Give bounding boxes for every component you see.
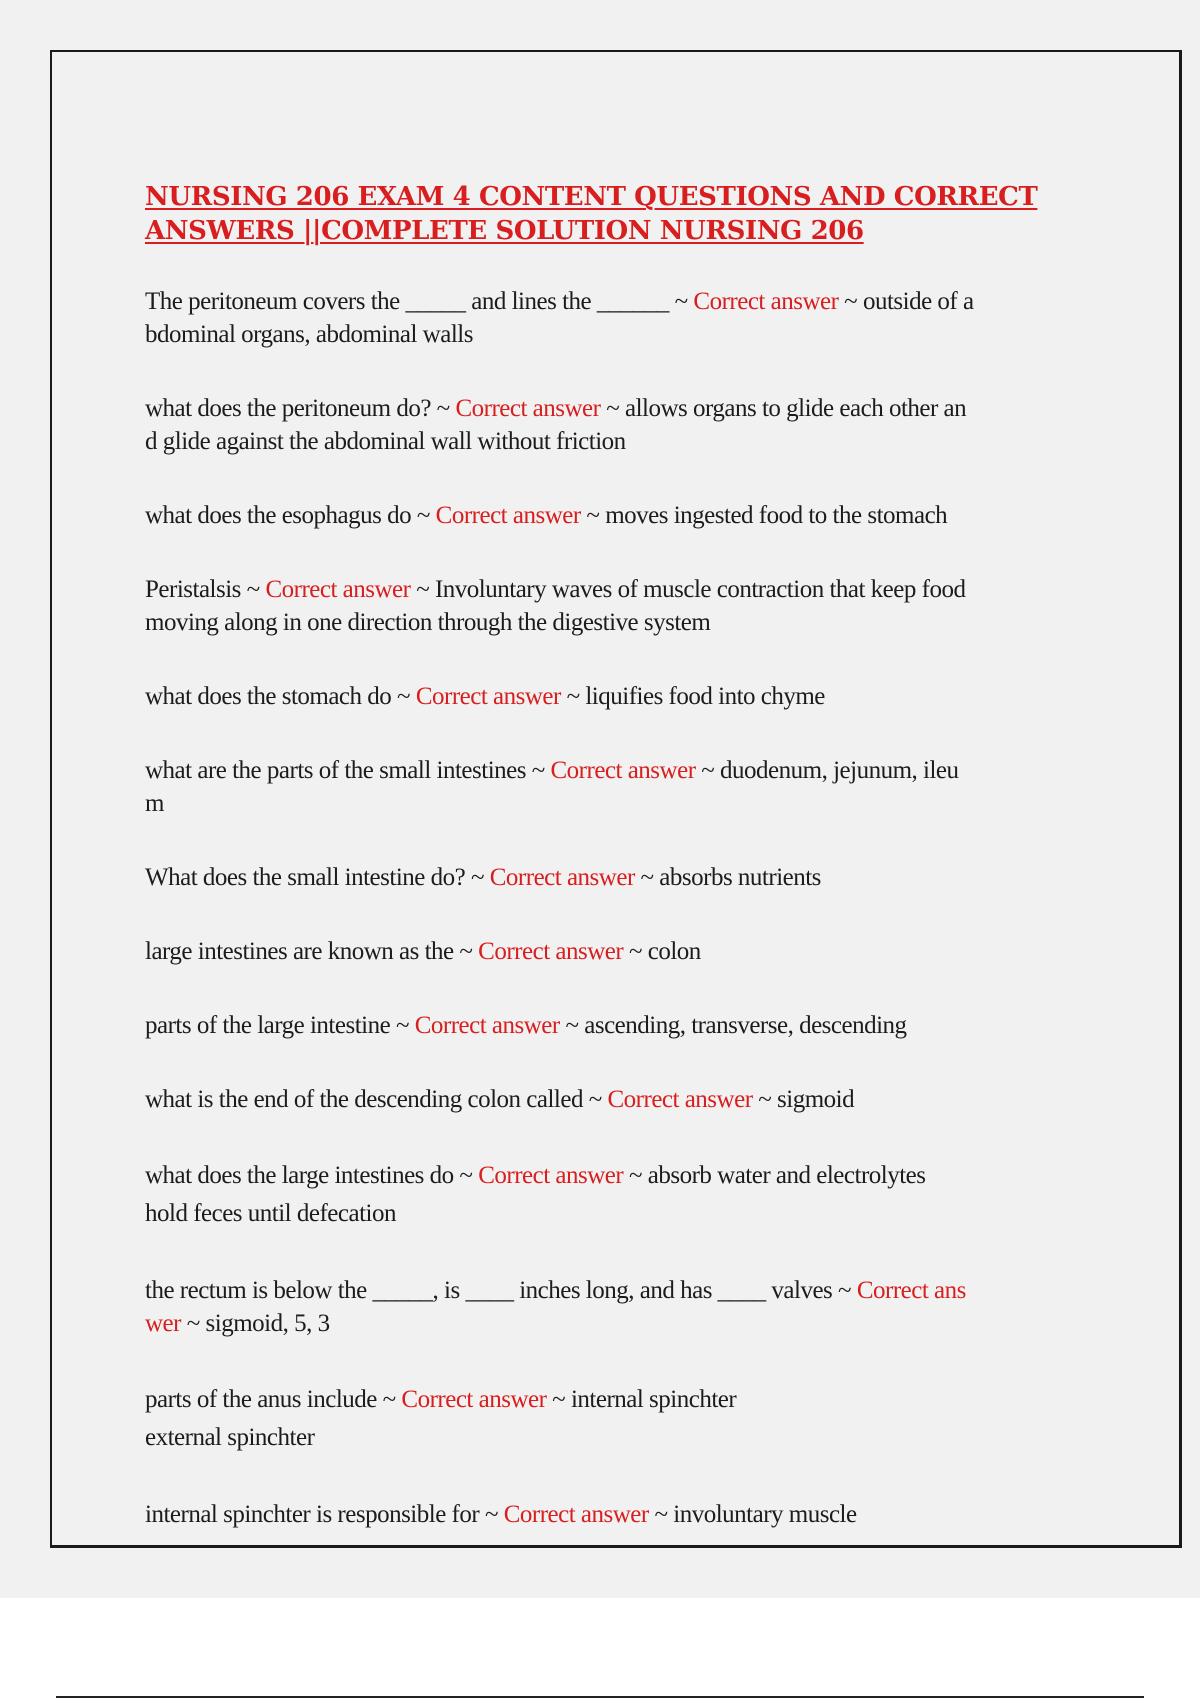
correct-answer-label: Correct answer [478,1162,624,1189]
answer-continuation: bdominal organs, abdominal walls [145,321,473,348]
separator: ~ [566,683,580,710]
separator: ~ [565,1012,579,1039]
separator: ~ [186,1310,200,1337]
qa-line [145,285,1095,318]
question-text: what are the parts of the small intestines [145,757,526,784]
qa-line [145,1083,1095,1116]
question-text: what is the end of the descending colon called [145,1086,583,1113]
separator: ~ [838,1277,852,1304]
question-text: large intestines are known as the [145,938,454,965]
separator: ~ [758,1086,772,1113]
qa-item-large-intestine-name [145,935,1095,968]
question-text: What does the small intestine do? [145,864,466,891]
answer-continuation: hold feces until defecation [145,1200,396,1227]
qa-item-peritoneum-function [145,392,1095,458]
answer-text: ascending, transverse, descending [584,1012,907,1039]
qa-item-esophagus [145,499,1095,532]
qa-line [145,935,1095,968]
answer-text: outside of a [862,288,974,315]
correct-answer-label-part-2: wer [145,1310,181,1337]
question-text: the rectum is below the _____, is ____ inches long, and has ____ valves [145,1277,833,1304]
separator: ~ [654,1501,668,1528]
separator: ~ [382,1386,396,1413]
qa-item-large-intestine-parts [145,1009,1095,1042]
separator: ~ [674,288,688,315]
question-text: what does the stomach do [145,683,392,710]
answer-continuation: d glide against the abdominal wall without friction [145,428,626,455]
answer-text: involuntary muscle [673,1501,857,1528]
separator: ~ [701,757,715,784]
title-line-1: NURSING 206 EXAM 4 CONTENT QUESTIONS AND CORRECT [145,182,1038,212]
question-text: what does the peritoneum do? [145,395,431,422]
separator: ~ [531,757,545,784]
qa-line [145,1274,1095,1307]
separator: ~ [640,864,654,891]
correct-answer-label: Correct answer [265,576,411,603]
qa-line [145,861,1095,894]
qa-line [145,1157,1095,1195]
correct-answer-label: Correct answer [415,683,561,710]
qa-line [145,573,1095,606]
answer-text: absorbs nutrients [659,864,821,891]
correct-answer-label: Correct answer [414,1012,560,1039]
qa-item-rectum [145,1274,1095,1340]
correct-answer-label: Correct answer [455,395,601,422]
answer-text: absorb water and electrolytes [647,1162,926,1189]
answer-text: duodenum, jejunum, ileu [720,757,959,784]
separator: ~ [246,576,260,603]
qa-item-large-intestine-function [145,1157,1095,1233]
qa-line [145,392,1095,425]
qa-line [145,499,1095,532]
qa-item-stomach [145,680,1095,713]
qa-item-peristalsis [145,573,1095,639]
qa-line [145,1381,1095,1419]
separator: ~ [436,395,450,422]
question-text: parts of the large intestine [145,1012,391,1039]
qa-line [145,1498,1095,1531]
question-text: parts of the anus include [145,1386,377,1413]
answer-text: sigmoid [777,1086,855,1113]
separator: ~ [628,1162,642,1189]
qa-item-internal-sphincter [145,1498,1095,1531]
separator: ~ [416,576,430,603]
correct-answer-label: Correct answer [435,502,581,529]
answer-text: sigmoid, 5, 3 [205,1310,330,1337]
qa-item-small-intestine-parts [145,754,1095,820]
correct-answer-label: Correct answer [693,288,839,315]
question-text: The peritoneum covers the _____ and lines the ______ [145,288,669,315]
separator: ~ [552,1386,566,1413]
answer-text: Involuntary waves of muscle contraction that keep food [434,576,966,603]
question-text: Peristalsis [145,576,241,603]
answer-continuation: external spinchter [145,1424,315,1451]
answer-text: liquifies food into chyme [585,683,825,710]
qa-line-continuation [145,1307,1095,1340]
separator: ~ [628,938,642,965]
question-text: what does the esophagus do [145,502,412,529]
qa-item-anus-parts [145,1381,1095,1457]
separator: ~ [588,1086,602,1113]
qa-item-peritoneum-covers [145,285,1095,351]
qa-line [145,1009,1095,1042]
separator: ~ [416,502,430,529]
qa-item-descending-colon-end [145,1083,1095,1116]
separator: ~ [586,502,600,529]
separator: ~ [470,864,484,891]
answer-continuation: moving along in one direction through the digestive system [145,609,711,636]
document-body [145,180,1095,1572]
answer-text: colon [647,938,701,965]
separator: ~ [484,1501,498,1528]
qa-item-small-intestine-function [145,861,1095,894]
correct-answer-label: Correct answer [503,1501,649,1528]
separator: ~ [606,395,620,422]
separator: ~ [459,1162,473,1189]
answer-text: moves ingested food to the stomach [605,502,948,529]
correct-answer-label: Correct answer [607,1086,753,1113]
answer-continuation: m [145,790,164,817]
title-line-2: ANSWERS ||COMPLETE SOLUTION NURSING 206 [145,216,864,246]
qa-line [145,754,1095,787]
answer-text: internal spinchter [570,1386,737,1413]
document-title [145,180,1095,248]
separator: ~ [844,288,858,315]
correct-answer-label: Correct answer [550,757,696,784]
separator: ~ [459,938,473,965]
correct-answer-label: Correct answer [478,938,624,965]
correct-answer-label: Correct answer [401,1386,547,1413]
qa-line [145,680,1095,713]
separator: ~ [395,1012,409,1039]
answer-text: allows organs to glide each other an [625,395,967,422]
question-text: internal spinchter is responsible for [145,1501,480,1528]
correct-answer-label: Correct answer [489,864,635,891]
question-text: what does the large intestines do [145,1162,454,1189]
next-page-top-rule [56,1696,1144,1698]
correct-answer-label-part-1: Correct ans [856,1277,966,1304]
separator: ~ [397,683,411,710]
